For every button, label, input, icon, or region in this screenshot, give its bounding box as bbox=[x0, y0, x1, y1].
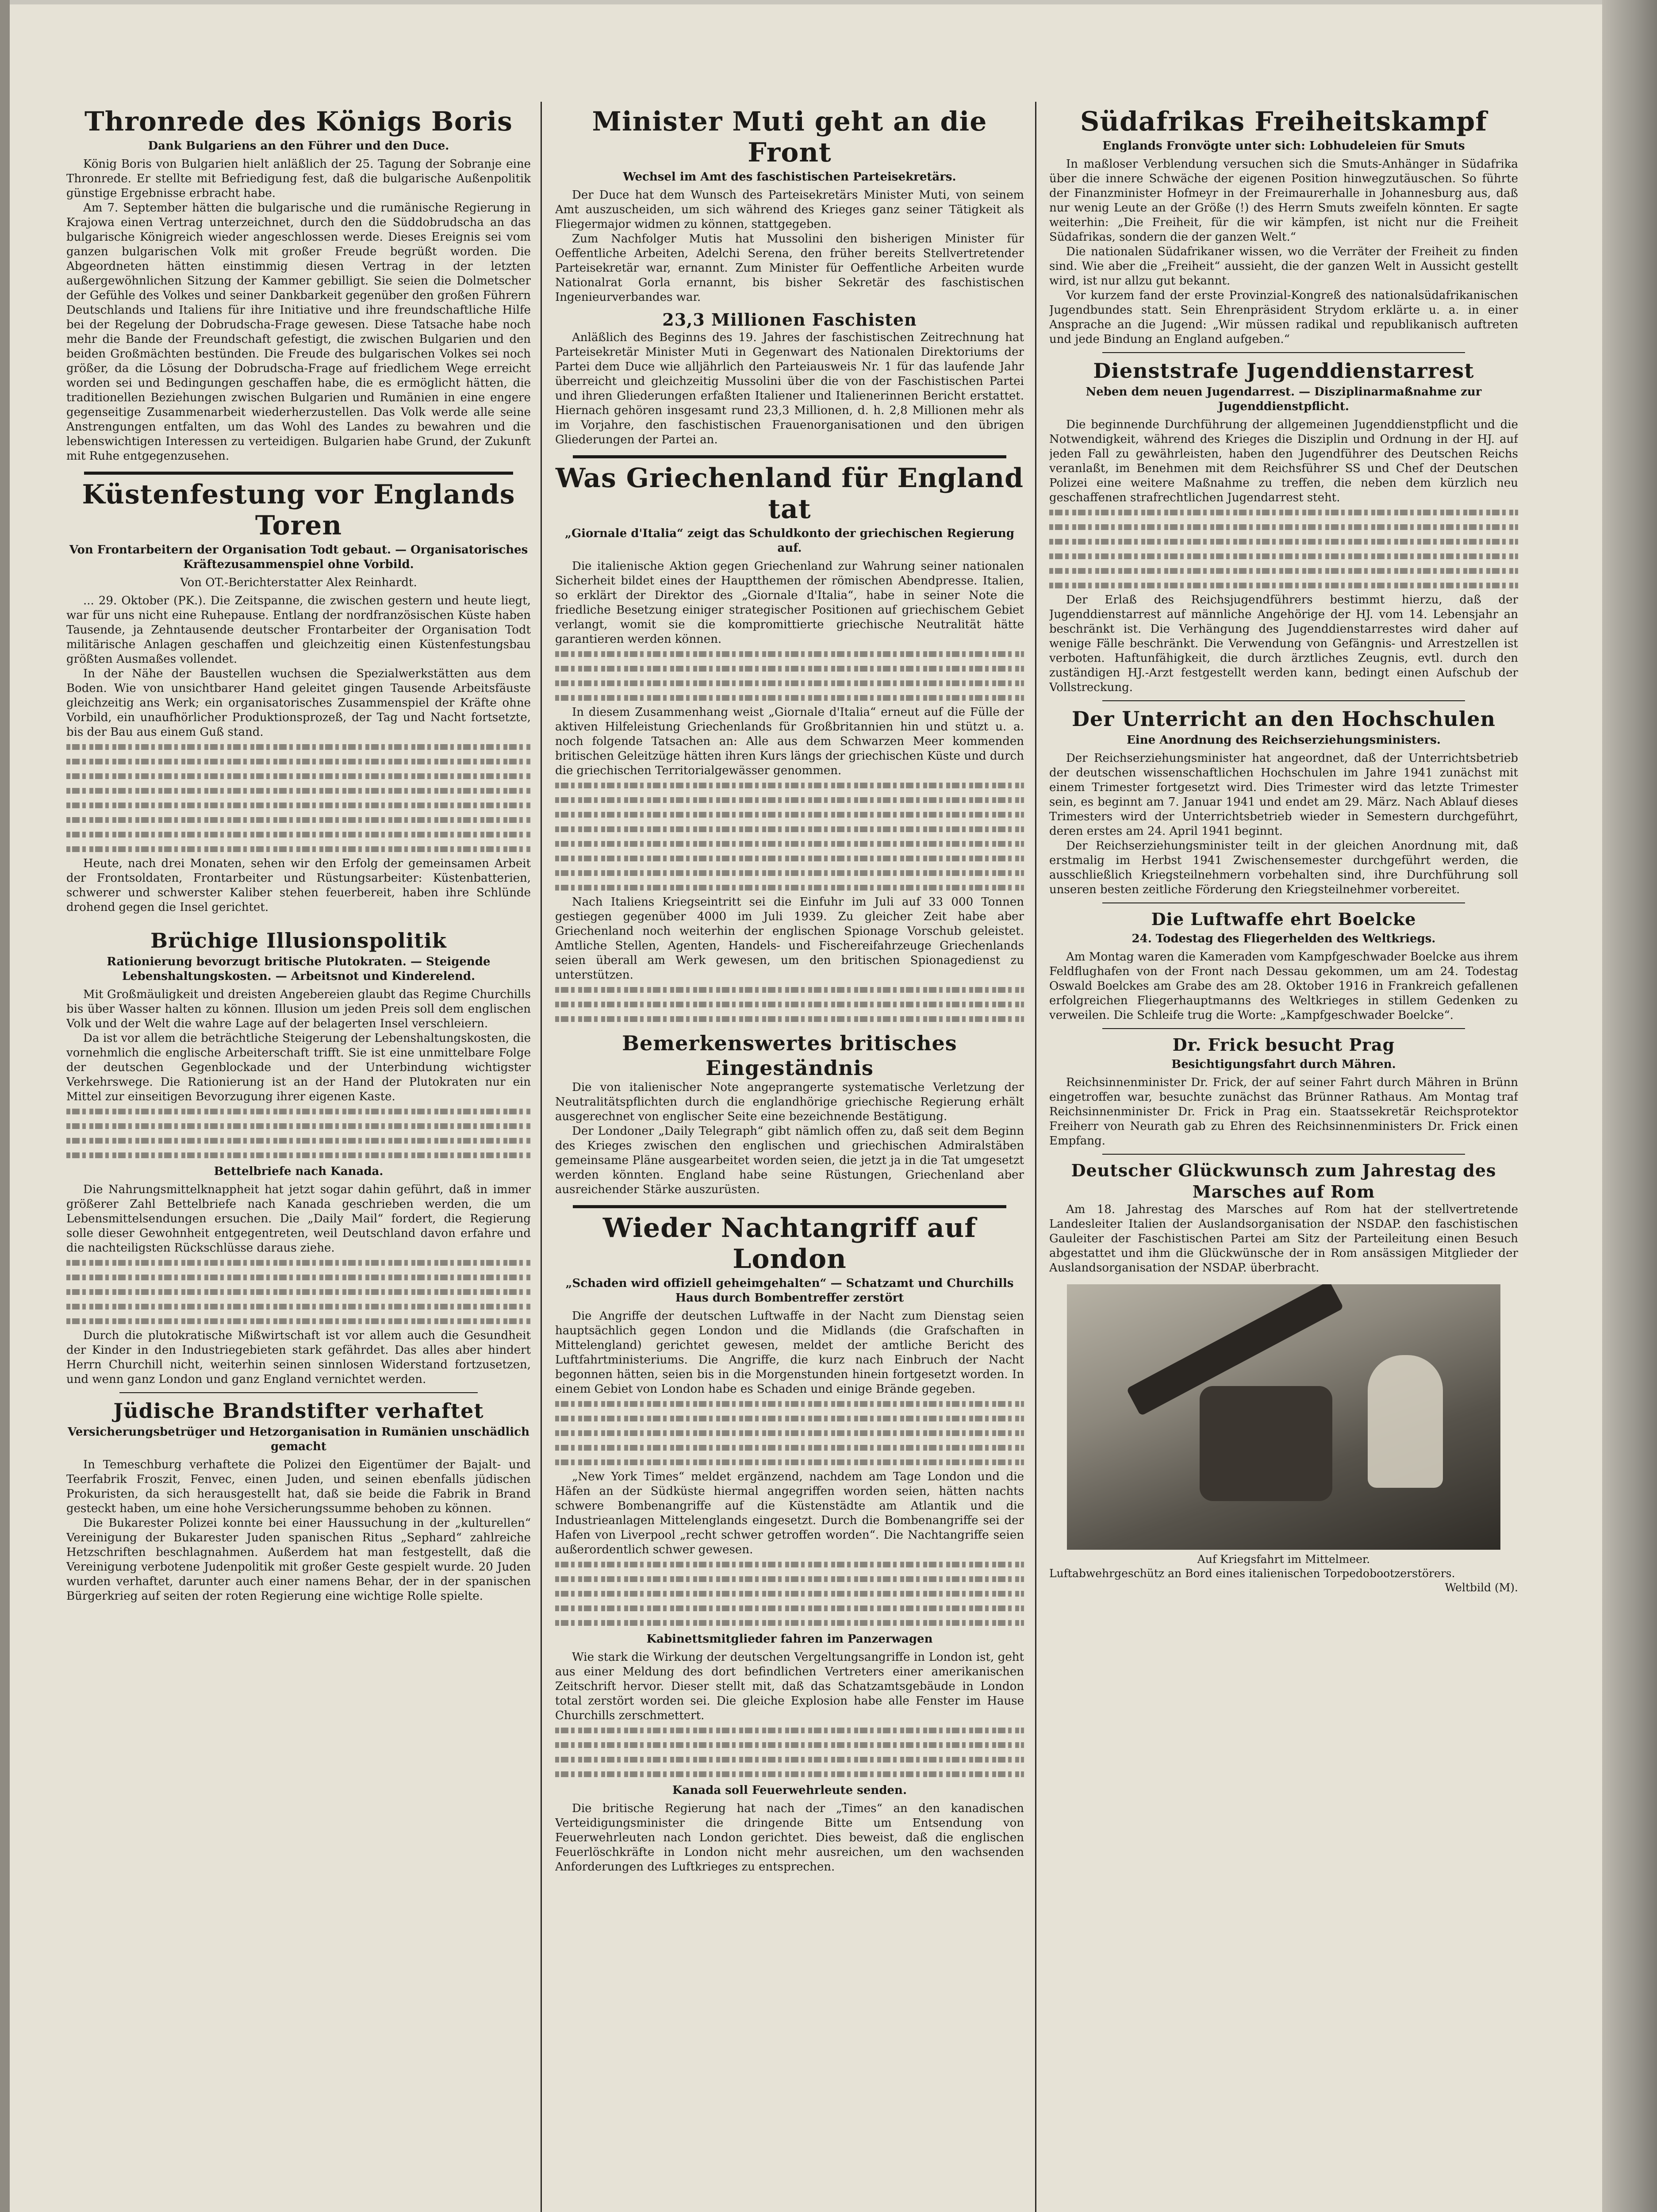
text-continuation bbox=[555, 1557, 1024, 1630]
article-paragraph: Der Reichserziehungsminister hat angeordnet, daß der Unterrichtsbetrieb der deutschen wissenschaftlichen Hochschulen im Jahre 1941 zunächst mit einem Trimester fortgesetzt wird. Dies Trimester wird das letzte Trimester sein, es beginnt am 7. Januar 1941 und endet am 29. März. Nach Ablauf dieses Trimesters wird der Unterrichtsbetrieb wieder in Semestern durchgeführt, deren erstes am 24. April 1941 beginnt. bbox=[1049, 752, 1518, 838]
text-continuation bbox=[66, 1256, 531, 1329]
news-photo bbox=[1067, 1284, 1500, 1550]
section-divider bbox=[1102, 1028, 1465, 1029]
article-paragraph: Der Duce hat dem Wunsch des Parteisekretärs Minister Muti, von seinem Amt auszuscheiden, um sich während des Krieges ganz seiner Tätigkeit als Fliegermajor widmen zu können, stattgegeben. bbox=[555, 188, 1024, 231]
subhead-jugenddienstarrest: Neben dem neuen Jugendarrest. — Disziplinarmaßnahme zur Jugenddienstpflicht. bbox=[1085, 385, 1482, 413]
column-rule-left bbox=[541, 102, 542, 2212]
article-paragraph: Der Erlaß des Reichsjugendführers bestimmt hierzu, daß der Jugenddienstarrest auf männliche Angehörige der HJ. vom 14. Lebensjahr an beschränkt ist. Die Verhängung des Jugenddienstarrestes wird daher auf wenige Fälle beschränkt. Die Verwendung von Gefängnis- und Arrestzellen ist verboten. Haftunfähigkeit, die durch ärztliches Zeugnis, evtl. durch den zuständigen HJ.-Arzt festgestellt werden kann, bedingt einen Aufschub der Vollstreckung. bbox=[1049, 593, 1518, 694]
article-paragraph: Am Montag waren die Kameraden vom Kampfgeschwader Boelcke aus ihrem Feldflughafen von der Front nach Dessau gekommen, um am 24. Todestag Oswald Boelckes am Grabe des am 28. Oktober 1916 in Frankreich gefallenen erfolgreichen Fliegerhauptmanns des Weltkrieges in stillem Gedenken zu verweilen. Die Schleife trug die Worte: „Kampfgeschwader Boelcke“. bbox=[1049, 950, 1518, 1022]
column-rule-right bbox=[1035, 102, 1036, 2212]
text-continuation bbox=[66, 740, 531, 856]
photo-caption-text: Luftabwehrgeschütz an Bord eines italienischen Torpedobootzerstörers. bbox=[1049, 1567, 1455, 1580]
article-paragraph: Die Angriffe der deutschen Luftwaffe in der Nacht zum Dienstag seien hauptsächlich gegen London und die Midlands (die Grafschaften in Mittelengland) gerichtet gewesen, meldet der amtliche Bericht des Luftfahrtministeriums. Die Angriffe, die kurz nach Einbruch der Nacht begonnen hätten, seien bis in die Morgenstunden hinein fortgesetzt worden. In einem Gebiet von London habe es Schaden und einige Brände gegeben. bbox=[555, 1310, 1024, 1396]
section-divider bbox=[573, 1205, 1006, 1208]
subhead-thronrede: Dank Bulgariens an den Führer und den Duce. bbox=[148, 139, 449, 153]
photo-caption-title: Auf Kriegsfahrt im Mittelmeer. bbox=[1197, 1553, 1370, 1566]
headline-faschisten: 23,3 Millionen Faschisten bbox=[662, 310, 917, 330]
subhead-kuestenfestung: Von Frontarbeitern der Organisation Todt gebaut. — Organisatorisches Kräftezusammenspiel ohne Vorbild. bbox=[69, 543, 528, 571]
subhead-bettelbriefe: Bettelbriefe nach Kanada. bbox=[214, 1165, 384, 1178]
article-paragraph: Anläßlich des Beginns des 19. Jahres der faschistischen Zeitrechnung hat Parteisekretär Minister Muti in Gegenwart des Nationalen Direktoriums der Partei dem Duce wie alljährlich den Parteiausweis Nr. 1 für das laufende Jahr überreicht und gleichzeitig Mussolini über die von der Faschistischen Partei und ihren Gliederungen erfaßten Italiener und Italienerinnen Bericht erstattet. Hiernach gehören insgesamt rund 23,3 Millionen, d. h. 2,8 Millionen mehr als im Vorjahre, den faschistischen Frauenorganisationen und den übrigen Gliederungen der Partei an. bbox=[555, 331, 1024, 446]
subhead-suedafrika: Englands Fronvögte unter sich: Lobhudeleien für Smuts bbox=[1102, 139, 1465, 153]
text-continuation bbox=[555, 647, 1024, 705]
article-paragraph: Reichsinnenminister Dr. Frick, der auf seiner Fahrt durch Mähren in Brünn eingetroffen war, besuchte zunächst das Brünner Rathaus. Am Montag traf Reichsinnenminister Dr. Frick in Prag ein. Staatssekretär Reichsprotektor Freiherr von Neurath gab zu Ehren des Reichsinnenministers Dr. Frick einen Empfang. bbox=[1049, 1076, 1518, 1148]
headline-muti: Minister Muti geht an die Front bbox=[592, 106, 987, 168]
article-paragraph: In der Nähe der Baustellen wuchsen die Spezialwerkstätten aus dem Boden. Wie von unsichtbarer Hand geleitet gingen Tausende Arbeitsfäuste gleichzeitig ans Werk; ein organisatorisches Zusammenspiel der Kräfte ohne Vorbild, ein unaufhörlicher Produktionsprozeß, der Tag und Nacht fortsetzte, bis der Bau aus einem Guß stand. bbox=[66, 667, 531, 739]
subhead-griechenland: „Giornale d'Italia“ zeigt das Schuldkonto der griechischen Regierung auf. bbox=[564, 527, 1015, 555]
article-paragraph: In maßloser Verblendung versuchen sich die Smuts-Anhänger in Südafrika über die innere Schwäche der eigenen Position hinwegzutäuschen. So führte der Finanzminister Hofmeyr in der Freimaurerhalle in Johannesburg aus, daß nur wenig Leute an der Größe (!) des Herrn Smuts zweifeln könnten. Er sagte weiterhin: „Die Freiheit, für die wir kämpfen, ist nicht nur die Freiheit Südafrikas, sondern die der ganzen Welt.“ bbox=[1049, 157, 1518, 244]
text-continuation bbox=[555, 778, 1024, 895]
headline-suedafrika: Südafrikas Freiheitskampf bbox=[1080, 106, 1488, 137]
section-divider bbox=[84, 472, 513, 475]
headline-hochschulen: Der Unterricht an den Hochschulen bbox=[1072, 707, 1496, 731]
photo-gun-mount bbox=[1200, 1386, 1332, 1501]
binding-spine bbox=[0, 0, 10, 2212]
byline: Von OT.-Berichterstatter Alex Reinhardt. bbox=[180, 576, 417, 589]
headline-eingestaendnis: Bemerkenswertes britisches Eingeständnis bbox=[622, 1031, 957, 1080]
column-1 bbox=[66, 102, 531, 2212]
article-paragraph: Da ist vor allem die beträchtliche Steigerung der Lebenshaltungskosten, die vornehmlich die englische Arbeiterschaft trifft. Sie ist eine unmittelbare Folge der deutschen Gegenblockade und der Unterbindung wichtigster Verkehrswege. Die Rationierung ist an der Hand der Plutokraten nur ein Mittel zur einseitigen Bevorzugung ihrer eigenen Kaste. bbox=[66, 1032, 531, 1103]
section-divider bbox=[1102, 1154, 1465, 1155]
subhead-illusionspolitik: Rationierung bevorzugt britische Plutokraten. — Steigende Lebenshaltungskosten. — Arbeitsnot und Kinderelend. bbox=[107, 955, 491, 983]
headline-thronrede: Thronrede des Königs Boris bbox=[84, 106, 513, 137]
section-divider bbox=[1102, 902, 1465, 903]
section-divider bbox=[1102, 700, 1465, 701]
subhead-feuerwehr: Kanada soll Feuerwehrleute senden. bbox=[672, 1784, 907, 1797]
article-paragraph: Der Londoner „Daily Telegraph“ gibt nämlich offen zu, daß seit dem Beginn des Krieges zwischen den englischen und griechischen Admiralstäben gemeinsame Pläne ausgearbeitet worden seien, die jetzt ja in die Tat umgesetzt werden könnten. England habe seine Rüstungen, Griechenland aber ausreichender Stärke auszurüsten. bbox=[555, 1125, 1024, 1196]
article-paragraph: Wie stark die Wirkung der deutschen Vergeltungsangriffe in London ist, geht aus einer Meldung des dort befindlichen Vertreters einer amerikanischen Zeitschrift hervor. Dieser stellt mit, daß das Schatzamtsgebäude in London total zerstört worden sei. Die gleiche Explosion habe alle Fenster im Hause Churchills zerschmettert. bbox=[555, 1651, 1024, 1722]
subhead-hochschulen: Eine Anordnung des Reichserziehungsministers. bbox=[1127, 733, 1441, 747]
article-paragraph: Die italienische Aktion gegen Griechenland zur Wahrung seiner nationalen Sicherheit bildet eines der Hauptthemen der römischen Abendpresse. Italien, so erklärt der Direktor des „Giornale d'Italia“, habe in seiner Note die friedliche Besetzung einiger strategischer Positionen auf griechischem Gebiet verlangt, womit sie die kompromittierte griechische Neutralität hätte garantieren werden können. bbox=[555, 560, 1024, 646]
section-divider bbox=[573, 455, 1006, 458]
headline-nachtangriff: Wieder Nachtangriff auf London bbox=[602, 1213, 977, 1275]
article-paragraph: Mit Großmäuligkeit und dreisten Angebereien glaubt das Regime Churchills bis über Wasser halten zu können. Illusion um jeden Preis soll dem englischen Volk und der Welt die wahre Lage auf der belagerten Insel verschleiern. bbox=[66, 988, 531, 1030]
subhead-panzerwagen: Kabinettsmitglieder fahren im Panzerwagen bbox=[646, 1632, 933, 1646]
article-paragraph: Die nationalen Südafrikaner wissen, wo die Verräter der Freiheit zu finden sind. Wie aber die „Freiheit“ aussieht, die der ganzen Welt in Aussicht gestellt wird, ist nur allzu gut bekannt. bbox=[1049, 245, 1518, 288]
article-paragraph: Nach Italiens Kriegseintritt sei die Einfuhr im Juli auf 33 000 Tonnen gestiegen gegenüber 4000 im Juli 1939. Zu gleicher Zeit habe aber Griechenland noch weiterhin der englischen Spionage Vorschub geleistet. Amtliche Stellen, Agenten, Handels- und Fischereifahrzeuge Griechenlands seien überall am Werk gewesen, um den britischen Spionagedienst zu unterstützen. bbox=[555, 895, 1024, 982]
subhead-brandstifter: Versicherungsbetrüger und Hetzorganisation in Rumänien unschädlich gemacht bbox=[67, 1425, 530, 1453]
article-paragraph: Die Bukarester Polizei konnte bei einer Haussuchung in der „kulturellen“ Vereinigung der Bukarester Juden spanischen Ritus „Sephard“ zahlreiche Hetzschriften beschlagnahmen. Außerdem hat man festgestellt, daß die Vereinigung verbotene Judenpolitik mit großer Geste gespielt wurde. 20 Juden wurden verhaftet, darunter auch einer namens Behar, der in der spanischen Bürgerkrieg auf seiten der roten Regierung eine wichtige Rolle spielte. bbox=[66, 1517, 531, 1603]
article-paragraph: Die britische Regierung hat nach der „Times“ an den kanadischen Verteidigungsminister die dringende Bitte um Entsendung von Feuerwehrleuten nach London gerichtet. Dies beweist, daß die englischen Feuerlöschkräfte in London nicht mehr ausreichen, um den wachsenden Anforderungen des Luftkrieges zu entsprechen. bbox=[555, 1802, 1024, 1874]
article-paragraph: In Temeschburg verhaftete die Polizei den Eigentümer der Bajalt- und Teerfabrik Froszit, Fenvec, einen Juden, und seinen ebenfalls jüdischen Prokuristen, da sich herausgestellt hat, daß sie beide die Fabrik in Brand gesteckt haben, um eine hohe Versicherungssumme behoben zu können. bbox=[66, 1458, 531, 1515]
page-edge bbox=[1602, 0, 1657, 2212]
photo-sailor bbox=[1368, 1355, 1443, 1488]
subhead-boelcke: 24. Todestag des Fliegerhelden des Weltkriegs. bbox=[1132, 932, 1436, 945]
article-paragraph: Zum Nachfolger Mutis hat Mussolini den bisherigen Minister für Oeffentliche Arbeiten, Adelchi Serena, den früher bereits Stellvertretender Parteisekretär war, ernannt. Zum Minister für Oeffentliche Arbeiten wurde Nationalrat Gorla ernannt, bis bisher Sekretär des faschistischen Ingenieurverbandes war. bbox=[555, 232, 1024, 304]
headline-griechenland: Was Griechenland für England tat bbox=[555, 463, 1024, 525]
headline-glueckwunsch: Deutscher Glückwunsch zum Jahrestag des Marsches auf Rom bbox=[1071, 1160, 1496, 1202]
article-paragraph: Durch die plutokratische Mißwirtschaft ist vor allem auch die Gesundheit der Kinder in den Industriegebieten stark gefährdet. Das alles aber hindert Herrn Churchill nicht, weiterhin seinen sinnlosen Widerstand fortzusetzen, und wenn ganz London und ganz England vernichtet werden. bbox=[66, 1329, 531, 1386]
article-paragraph: Vor kurzem fand der erste Provinzial-Kongreß des nationalsüdafrikanischen Jugendbundes statt. Sein Ehrenpräsident Strydom erklärte u. a. in einer Ansprache an die Jugend: „Wir müssen radikal und republikanisch auftreten und jede Bindung an England aufgeben.“ bbox=[1049, 289, 1518, 346]
article-paragraph: Am 18. Jahrestag des Marsches auf Rom hat der stellvertretende Landesleiter Italien der Auslandsorganisation der NSDAP. den faschistischen Gauleiter der Faschistischen Partei am Sitz der Parteileitung einen Besuch abgestattet und ihm die Glückwünsche der in Rom ansässigen Mitglieder der Auslandsorganisation der NSDAP. überbracht. bbox=[1049, 1203, 1518, 1275]
subhead-frick: Besichtigungsfahrt durch Mähren. bbox=[1171, 1058, 1396, 1071]
headline-illusionspolitik: Brüchige Illusionspolitik bbox=[150, 929, 447, 952]
headline-boelcke: Die Luftwaffe ehrt Boelcke bbox=[1151, 909, 1416, 929]
article-paragraph: „New York Times“ meldet ergänzend, nachdem am Tage London und die Häfen an der Südküste hiermal angegriffen worden seien, hätten nachts schwere Bombenangriffe auf die Küstenstädte am Atlantik und die Industrieanlagen Mittelenglands eingesetzt. Durch die Bombenangriffe sei der Hafen von Liverpool „recht schwer getroffen worden“. Die Nachtangriffe seien außerordentlich schwer gewesen. bbox=[555, 1470, 1024, 1556]
article-paragraph: Der Reichserziehungsminister teilt in der gleichen Anordnung mit, daß erstmalig im Herbst 1941 Zwischensemester durchgeführt werden, die ausschließlich Kriegsteilnehmern vorbehalten sind, ihre Durchführung soll unseren besten zeitliche Förderung den Kriegsteilnehmer vorbereitet. bbox=[1049, 839, 1518, 896]
section-divider bbox=[1102, 352, 1465, 353]
article-paragraph: König Boris von Bulgarien hielt anläßlich der 25. Tagung der Sobranje eine Thronrede. Er stellte mit Befriedigung fest, daß die bulgarische Außenpolitik günstige Ergebnisse erbracht habe. bbox=[66, 157, 531, 200]
subhead-nachtangriff: „Schaden wird offiziell geheimgehalten“ — Schatzamt und Churchills Haus durch Bombentreffer zerstört bbox=[565, 1277, 1014, 1305]
article-paragraph: Am 7. September hätten die bulgarische und die rumänische Regierung in Krajowa einen Vertrag unterzeichnet, durch den die Süddobrudscha an das bulgarische Königreich wieder angeschlossen werde. Dieses Ereignis sei vom ganzen bulgarischen Volk mit großer Freude begrüßt worden. Die Abgeordneten hätten einstimmig diesen Vertrag in der letzten außergewöhnlichen Sitzung der Kammer gebilligt. Sie seien die Dolmetscher der Gefühle des Volkes und seiner Dankbarkeit gegenüber den großen Führern Deutschlands und Italiens für ihre Initiative und ihre freundschaftliche Hilfe bei der Regelung der Dobrudscha-Frage gewesen. Diese Tatsache habe noch mehr die Bande der Freundschaft gefestigt, die zwischen Bulgarien und den beiden Großmächten bestünden. Die Freude des bulgarischen Volkes sei noch größer, da die Lösung der Dobrudscha-Frage auf friedlichem Wege erreicht worden sei und Bedingungen geschaffen habe, die es ermöglicht hätten, die traditionellen Beziehungen zwischen Bulgarien und Rumänien in eine engere gegenseitige Zusammenarbeit wiederherzustellen. Das Volk werde alle seine Anstrengungen entfalten, um das Wohl des Landes zu bewahren und die lebenswichtigen Interessen zu verteidigen. Bulgarien habe Grund, der Zukunft mit Ruhe entgegenzusehen. bbox=[66, 201, 531, 463]
text-continuation bbox=[555, 1723, 1024, 1782]
headline-brandstifter: Jüdische Brandstifter verhaftet bbox=[113, 1399, 484, 1423]
text-continuation bbox=[66, 1104, 531, 1163]
article-paragraph: ... 29. Oktober (PK.). Die Zeitspanne, die zwischen gestern und heute liegt, war für uns nicht eine Ruhepause. Entlang der nordfranzösischen Küste haben Tausende, ja Zehntausende deutscher Frontarbeiter der Organisation Todt militärische Anlagen geschaffen und gleichzeitig einen Küstenfestungsbau größten Ausmaßes vollendet. bbox=[66, 594, 531, 666]
article-paragraph: Heute, nach drei Monaten, sehen wir den Erfolg der gemeinsamen Arbeit der Frontsoldaten, Frontarbeiter und Rüstungsarbeiter: Küstenbatterien, schwerer und schwerster Kaliber stehen feuerbereit, haben ihre Schlünde drohend gegen die Insel gerichtet. bbox=[66, 857, 531, 914]
article-paragraph: Die Nahrungsmittelknappheit hat jetzt sogar dahin geführt, daß in immer größerer Zahl Bettelbriefe nach Kanada geschrieben werden, die um Lebensmittelsendungen ersuchen. Die „Daily Mail“ fordert, die Regierung solle dieser Gewohnheit entgegentreten, weil Deutschland davon erfahre und die nachteiligsten Rückschlüsse daraus ziehe. bbox=[66, 1183, 531, 1255]
photo-credit: Weltbild (M). bbox=[1445, 1581, 1518, 1594]
text-continuation bbox=[555, 1397, 1024, 1470]
article-paragraph: In diesem Zusammenhang weist „Giornale d'Italia“ erneut auf die Fülle der aktiven Hilfeleistung Griechenlands für Großbritannien hin und stützt u. a. noch folgende Tatsachen an: Alle aus dem Schwarzen Meer kommenden britischen Geleitzüge hätten ihren Kurs längs der griechischen Küste und durch die griechischen Territorialgewässer genommen. bbox=[555, 706, 1024, 777]
headline-frick: Dr. Frick besucht Prag bbox=[1172, 1035, 1395, 1055]
text-continuation bbox=[1049, 505, 1518, 593]
text-continuation bbox=[555, 983, 1024, 1026]
article-paragraph: Die von italienischer Note angeprangerte systematische Verletzung der Neutralitätspflichten durch die englandhörige griechische Regierung erhält ausgerechnet von englischer Seite eine bezeichnende Bestätigung. bbox=[555, 1081, 1024, 1123]
column-2 bbox=[555, 102, 1024, 2212]
headline-jugenddienstarrest: Dienststrafe Jugenddienstarrest bbox=[1093, 359, 1474, 383]
column-3 bbox=[1049, 102, 1518, 2212]
headline-kuestenfestung: Küstenfestung vor Englands Toren bbox=[82, 479, 515, 541]
subhead-muti: Wechsel im Amt des faschistischen Parteisekretärs. bbox=[623, 170, 956, 184]
article-paragraph: Die beginnende Durchführung der allgemeinen Jugenddienstpflicht und die Notwendigkeit, während des Krieges die Disziplin und Ordnung in der HJ. auf jeden Fall zu gewährleisten, haben den Jugendführer des Deutschen Reichs veranlaßt, im Benehmen mit dem Reichsführer SS und Chef der Deutschen Polizei eine weitere Maßnahme zu treffen, die neben dem kürzlich neu geschaffenen strafrechtlichen Jugendarrest steht. bbox=[1049, 418, 1518, 504]
section-divider bbox=[119, 1392, 478, 1393]
